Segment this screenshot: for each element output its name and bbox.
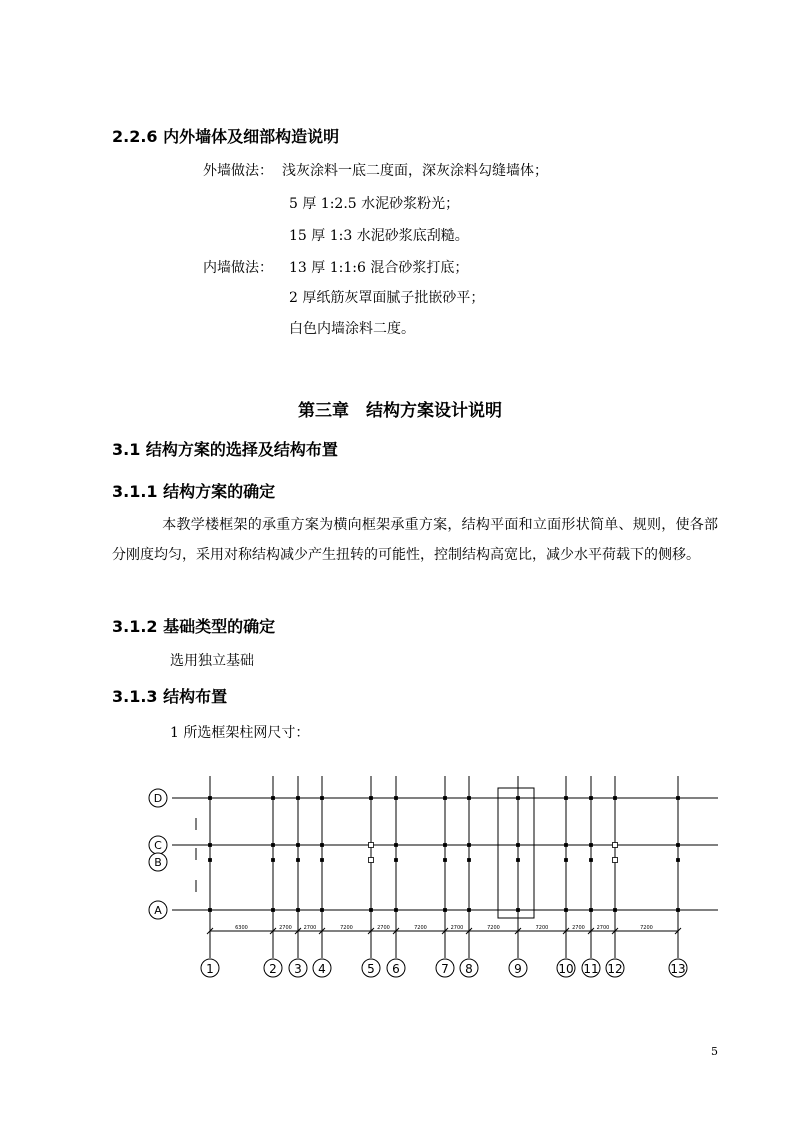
spacing-label: 2700 <box>279 925 292 931</box>
interior-wall-line-3: 白色内墙涂料二度。 <box>289 321 415 337</box>
column-axis-label: 5 <box>367 962 375 976</box>
column-marker <box>321 797 324 800</box>
column-axis-label: 12 <box>607 962 623 976</box>
selected-frame-rect <box>498 788 534 918</box>
spacing-label: 2700 <box>303 925 317 931</box>
column-marker <box>297 909 300 912</box>
column-marker <box>272 844 275 847</box>
column-marker <box>395 909 398 912</box>
column-marker <box>444 909 447 912</box>
column-axis-label: 4 <box>318 962 326 976</box>
section-heading-3-1-2: 3.1.2 基础类型的确定 <box>112 617 276 636</box>
spacing-label: 2700 <box>377 925 390 931</box>
column-marker <box>565 909 568 912</box>
column-marker <box>590 909 593 912</box>
column-marker <box>209 859 212 862</box>
column-marker <box>517 859 520 862</box>
column-marker <box>517 909 520 912</box>
spacing-label: 2700 <box>596 925 610 931</box>
foundation-type-text: 选用独立基础 <box>170 653 254 669</box>
exterior-wall-label: 外墙做法： <box>203 163 273 179</box>
exterior-wall-line-3: 15 厚 1:3 水泥砂浆底刮糙。 <box>289 228 469 244</box>
column-marker <box>369 858 374 863</box>
column-marker <box>677 797 680 800</box>
column-axis-label: 8 <box>465 962 473 976</box>
spacing-label: 7200 <box>487 925 500 931</box>
column-marker <box>321 844 324 847</box>
column-marker <box>468 859 471 862</box>
column-marker <box>517 844 520 847</box>
paragraph-text: 本教学楼框架的承重方案为横向框架承重方案，结构平面和立面形状简单、规则，使各部分刚度均匀，采用对称结构减少产生扭转的可能性，控制结构高宽比，减少水平荷载下的侧移。 <box>112 517 718 563</box>
row-axis-label: B <box>154 856 162 869</box>
column-grid-caption: 1 所选框架柱网尺寸： <box>170 725 310 741</box>
column-axis-label: 7 <box>441 962 449 976</box>
column-axis-label: 6 <box>392 962 400 976</box>
column-marker <box>517 797 520 800</box>
column-axis-label: 2 <box>269 962 277 976</box>
column-marker <box>272 909 275 912</box>
column-marker <box>444 844 447 847</box>
column-marker <box>590 859 593 862</box>
interior-wall-label: 内墙做法： <box>203 260 273 276</box>
row-axis-label: A <box>154 904 162 917</box>
column-axis-label: 10 <box>558 962 574 976</box>
column-marker <box>468 797 471 800</box>
row-axis-label: D <box>153 792 163 805</box>
column-marker <box>209 844 212 847</box>
column-marker <box>677 909 680 912</box>
spacing-label: 2700 <box>572 925 585 931</box>
column-marker <box>395 797 398 800</box>
column-marker <box>370 909 373 912</box>
column-marker <box>677 859 680 862</box>
row-axis-label: C <box>154 839 162 852</box>
column-marker <box>565 859 568 862</box>
section-heading-2-2-6: 2.2.6 内外墙体及细部构造说明 <box>112 127 340 146</box>
column-marker <box>272 859 275 862</box>
section-heading-3-1: 3.1 结构方案的选择及结构布置 <box>112 440 338 459</box>
column-marker <box>444 797 447 800</box>
column-marker <box>444 859 447 862</box>
column-marker <box>614 797 617 800</box>
exterior-wall-line-1: 浅灰涂料一底二度面，深灰涂料勾缝墙体； <box>282 163 548 179</box>
column-marker <box>614 909 617 912</box>
column-axis-label: 1 <box>206 962 214 976</box>
section-heading-3-1-1: 3.1.1 结构方案的确定 <box>112 482 276 501</box>
column-marker <box>321 909 324 912</box>
column-marker <box>297 797 300 800</box>
chapter-title: 第三章 结构方案设计说明 <box>298 401 502 421</box>
column-marker <box>321 859 324 862</box>
spacing-label: 2700 <box>450 925 464 931</box>
column-marker <box>590 797 593 800</box>
column-marker <box>272 797 275 800</box>
spacing-label: 7200 <box>340 925 353 931</box>
column-marker <box>297 859 300 862</box>
column-axis-label: 9 <box>514 962 522 976</box>
column-marker <box>370 797 373 800</box>
column-axis-label: 3 <box>294 962 302 976</box>
column-marker <box>395 844 398 847</box>
column-marker <box>565 844 568 847</box>
interior-wall-line-1: 13 厚 1:1:6 混合砂浆打底； <box>289 260 469 276</box>
column-marker <box>468 909 471 912</box>
spacing-label: 6300 <box>235 925 248 931</box>
column-marker <box>395 859 398 862</box>
column-marker <box>613 843 618 848</box>
spacing-label: 7200 <box>640 925 653 931</box>
column-marker <box>677 844 680 847</box>
column-marker <box>468 844 471 847</box>
column-marker <box>297 844 300 847</box>
column-marker <box>565 797 568 800</box>
column-marker <box>590 844 593 847</box>
column-axis-label: 13 <box>670 962 686 976</box>
column-marker <box>613 858 618 863</box>
spacing-label: 7200 <box>414 925 427 931</box>
spacing-label: 7200 <box>535 925 549 931</box>
page-number: 5 <box>711 1045 718 1058</box>
column-marker <box>209 797 212 800</box>
column-axis-label: 11 <box>583 962 599 976</box>
interior-wall-line-2: 2 厚纸筋灰罩面腻子批嵌砂平； <box>289 290 485 306</box>
exterior-wall-line-2: 5 厚 1:2.5 水泥砂浆粉光； <box>289 196 460 212</box>
column-marker <box>209 909 212 912</box>
section-heading-3-1-3: 3.1.3 结构布置 <box>112 687 228 706</box>
column-marker <box>369 843 374 848</box>
